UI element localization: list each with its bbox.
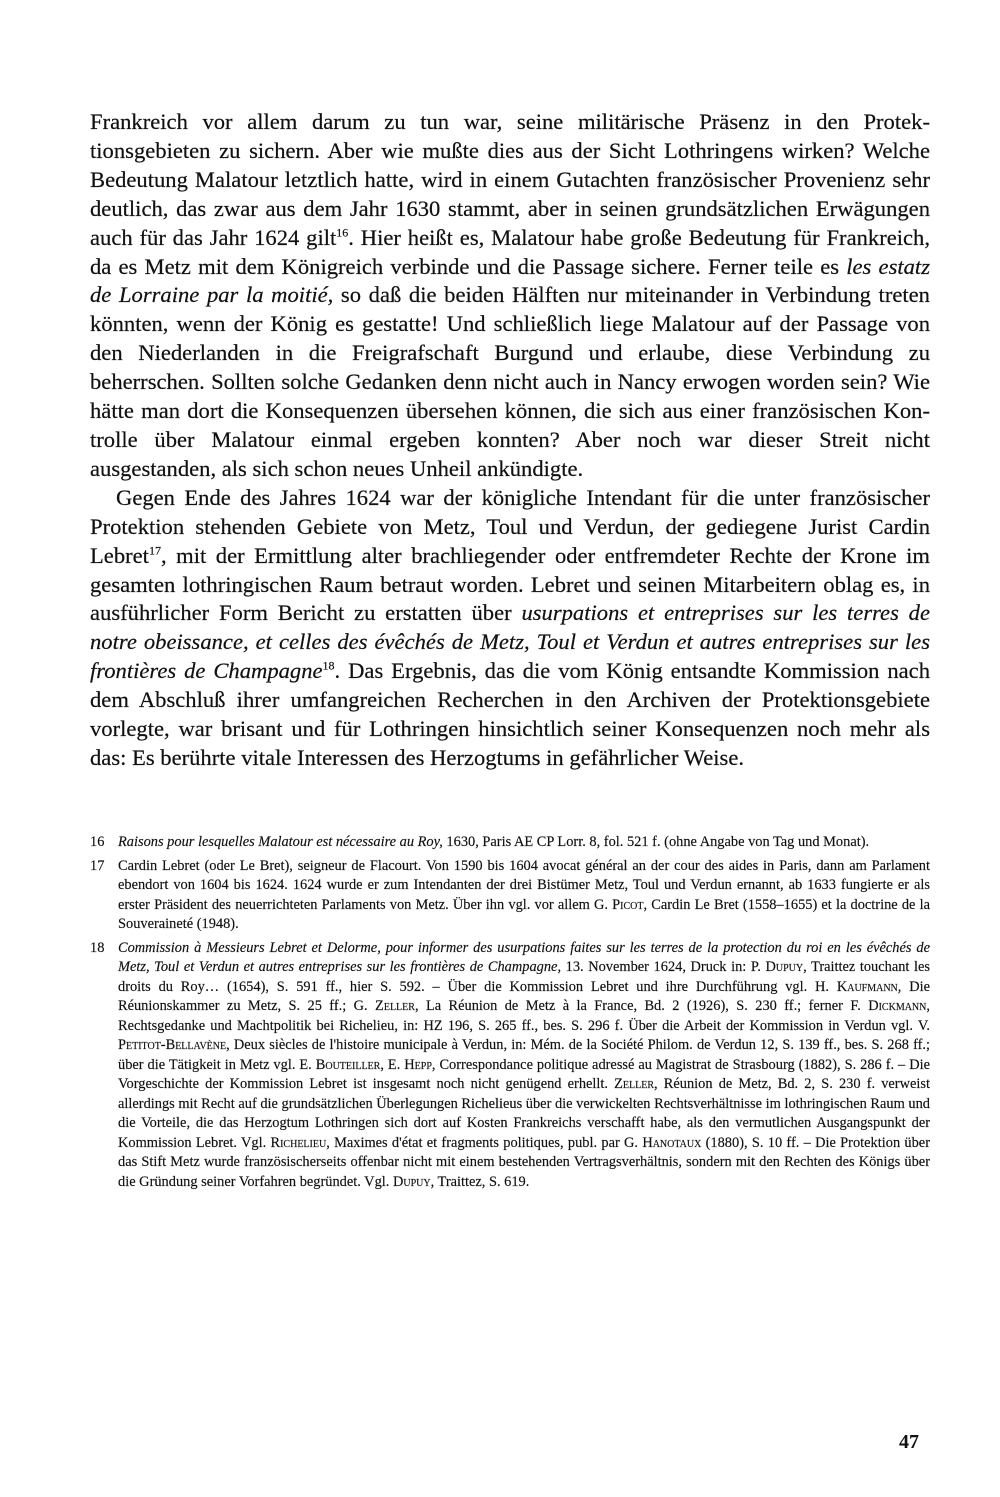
footnote-text <box>118 939 930 1193</box>
footnote-reference: 17 <box>148 543 161 558</box>
author-name: Bouteiller <box>315 1056 381 1073</box>
text-run: Frankreich vor allem darum zu tun war, seine militärische Präsenz in den Protektionsgebieten zu sichern. Aber wie mußte dies aus der Sicht Lothringens wirken? Welche Bedeutung Malatour letztlich hatte, wird in einem Gutachten französischer Provenienz sehr deutlich, das zwar aus dem Jahr 1630 stammt, aber in seinen grundsätzlichen Erwägungen auch für das Jahr 1624 gilt <box>90 109 930 250</box>
footnote-number: 17 <box>90 857 105 874</box>
text-run: (1880), S. 10 ff. – Die Protektion über das Stift Metz wurde französischerseits offenbar nicht mit einem bestehenden Vertragsverhältnis, sondern mit den Rechten des Königs über die Gründung seiner Vorfahren begründet. Vgl. <box>118 1134 930 1190</box>
footnote <box>90 833 930 853</box>
text-run: Cardin Lebret (oder Le Bret), seigneur de Flacourt. Von 1590 bis 1604 avocat général an der cour des aides in Paris, dann am Parlament ebendort von 1604 bis 1624. 1624 wurde er zum Intendanten der drei Bistümer Metz, Toul und Verdun ernannt, ab 1633 fungierte er als erster Präsident des neuerrichteten Parlaments von Metz. Über ihn vgl. vor allem G. <box>118 857 930 913</box>
text-run: , Traittez touchant les droits du Roy… (1654), S. 591 ff., hier S. 592. – Über die Kommission Lebret und ihre Durchführung vgl. H. <box>118 959 930 995</box>
text-run: Gegen Ende des Jahres 1624 war der königliche Intendant für die unter französischer Protektion stehenden Gebiete von Metz, Toul und Verdun, der gediegene Jurist Cardin Lebret <box>90 484 930 568</box>
text-run: so daß die beiden Hälften nur miteinander in Verbindung treten könnten, wenn der König es gestatte! Und schließlich liege Malatour auf der Passage von den Niederlanden in die Freigrafschaft Burgund und erlaube, diese Verbindung zu beherrschen. Sollten solche Gedanken denn nicht auch in Nancy erwogen worden sein? Wie hätte man dort die Konsequenzen übersehen können, die sich aus einer französischen Kontrolle über Malatour einmal ergeben konnten? Aber noch war dieser Streit nicht ausgestanden, als sich schon neues Unheil ankündigte. <box>90 282 930 481</box>
author-name: Picot <box>612 896 644 913</box>
text-run: , Deux siècles de l'histoire municipale à Verdun, in: Mém. de la Société Philom. de Verdun 12, S. 139 ff., bes. S. 268 ff.; über die Tätigkeit in Metz vgl. E. <box>118 1037 930 1073</box>
footnote-reference: 18 <box>322 658 335 673</box>
text-run: , E. <box>380 1056 405 1073</box>
footnotes <box>90 833 930 1196</box>
author-name: Petitot-Bellavène <box>118 1037 227 1053</box>
text-run: . Hier heißt es, Malatour habe große Bedeutung für Frankreich, da es Metz mit dem Königreich verbinde und die Passage sichere. Ferner teile es <box>90 224 930 279</box>
text-run: , La Réunion de Metz à la France, Bd. 2 (1926), S. 230 ff.; ferner F. <box>414 998 869 1014</box>
text-run: . Das Ergebnis, das die vom König entsandte Kommission nach dem Abschluß ihrer umfangreichen Recherchen in den Archiven der Protektionsgebiete vorlegte, war brisant und für Lothringen hinsichtlich seiner Konsequenzen noch mehr als das: Es berührte vitale Interessen des Herzogtums in gefährlicher Weise. <box>90 658 930 770</box>
author-name: Kaufmann <box>836 978 898 995</box>
footnote-text <box>118 833 930 853</box>
text-run: , mit der Ermittlung alter brachliegender oder entfremdeter Rechte der Krone im gesamten lothringischen Raum betraut worden. Lebret und seinen Mitarbeitern oblag es, in ausführlicher Form Bericht zu erstatten über <box>90 542 930 626</box>
page-number: 47 <box>899 1431 919 1453</box>
text-run: , Die Réunionskammer zu Metz, S. 25 ff.; G. <box>118 978 930 1014</box>
text-run: , Traittez, S. 619. <box>430 1173 530 1190</box>
text-run: , Maximes d'état et fragments politiques, publ. par G. <box>326 1134 643 1151</box>
text-run: , Rechtsgedanke und Machtpolitik bei Richelieu, in: HZ 196, S. 265 ff., bes. S. 296 f. Über die Arbeit der Kommission in Verdun vgl. V. <box>118 998 930 1034</box>
text-run: 13. November 1624, Druck in: P. <box>561 959 766 975</box>
author-name: Dupuy <box>392 1173 431 1190</box>
author-name: Zeller <box>614 1076 655 1092</box>
text-run: , Cardin Le Bret (1558–1655) et la doctrine de la Souveraineté (1948). <box>118 896 930 932</box>
text-run: , Réunion de Metz, Bd. 2, S. 230 f. verweist allerdings mit Recht auf die grundsätzlichen Überlegungen Richelieus über die verwickelten Rechtsverhältnisse im lothringischen Raum und die Vorteile, die das Herzogtum Lothringen sich dort auf Kosten Frankreichs verschafft habe, als den vermutlichen Ausgangspunkt der Kommission Lebret. Vgl. <box>118 1076 930 1151</box>
footnote-reference: 16 <box>336 225 349 240</box>
footnote <box>90 939 930 1193</box>
author-name: Hepp <box>404 1056 432 1073</box>
footnote-number: 18 <box>90 939 105 956</box>
footnote <box>90 857 930 935</box>
footnote-text <box>118 857 930 935</box>
text-run: 1630, Paris AE CP Lorr. 8, fol. 521 f. (ohne Angabe von Tag und Monat). <box>442 834 870 850</box>
italic-text: Commission à Messieurs Lebret et Delorme, pour informer des usurpations faites sur les terres de la protection du roi en les évêchés de Metz, Toul et Verdun et autres entreprises sur les frontières de Champagne, <box>118 939 930 975</box>
author-name: Richelieu <box>270 1134 327 1151</box>
italic-text: Raisons pour lesquelles Malatour est nécessaire au Roy, <box>118 834 443 850</box>
author-name: Zeller <box>375 998 415 1014</box>
paragraph <box>90 108 930 484</box>
author-name: Dickmann <box>868 998 927 1014</box>
footnote-number: 16 <box>90 834 105 850</box>
author-name: Dupuy <box>765 959 804 975</box>
text-run: , Correspondance politique adressé au Magistrat de Strasbourg (1882), S. 286 f. – Die Vorgeschichte der Kommission Lebret ist insgesamt noch nicht genügend erhellt. <box>118 1056 930 1092</box>
main-text <box>90 108 930 773</box>
paragraph <box>90 484 930 773</box>
italic-text: les estatz de Lorraine par la moitié, <box>90 253 931 308</box>
italic-text: usurpations et entreprises sur les terres de notre obeissance, et celles des évêchés de Metz, Toul et Verdun et autres entreprises sur les frontières de Champagne <box>90 600 931 684</box>
author-name: Hanotaux <box>642 1134 702 1151</box>
